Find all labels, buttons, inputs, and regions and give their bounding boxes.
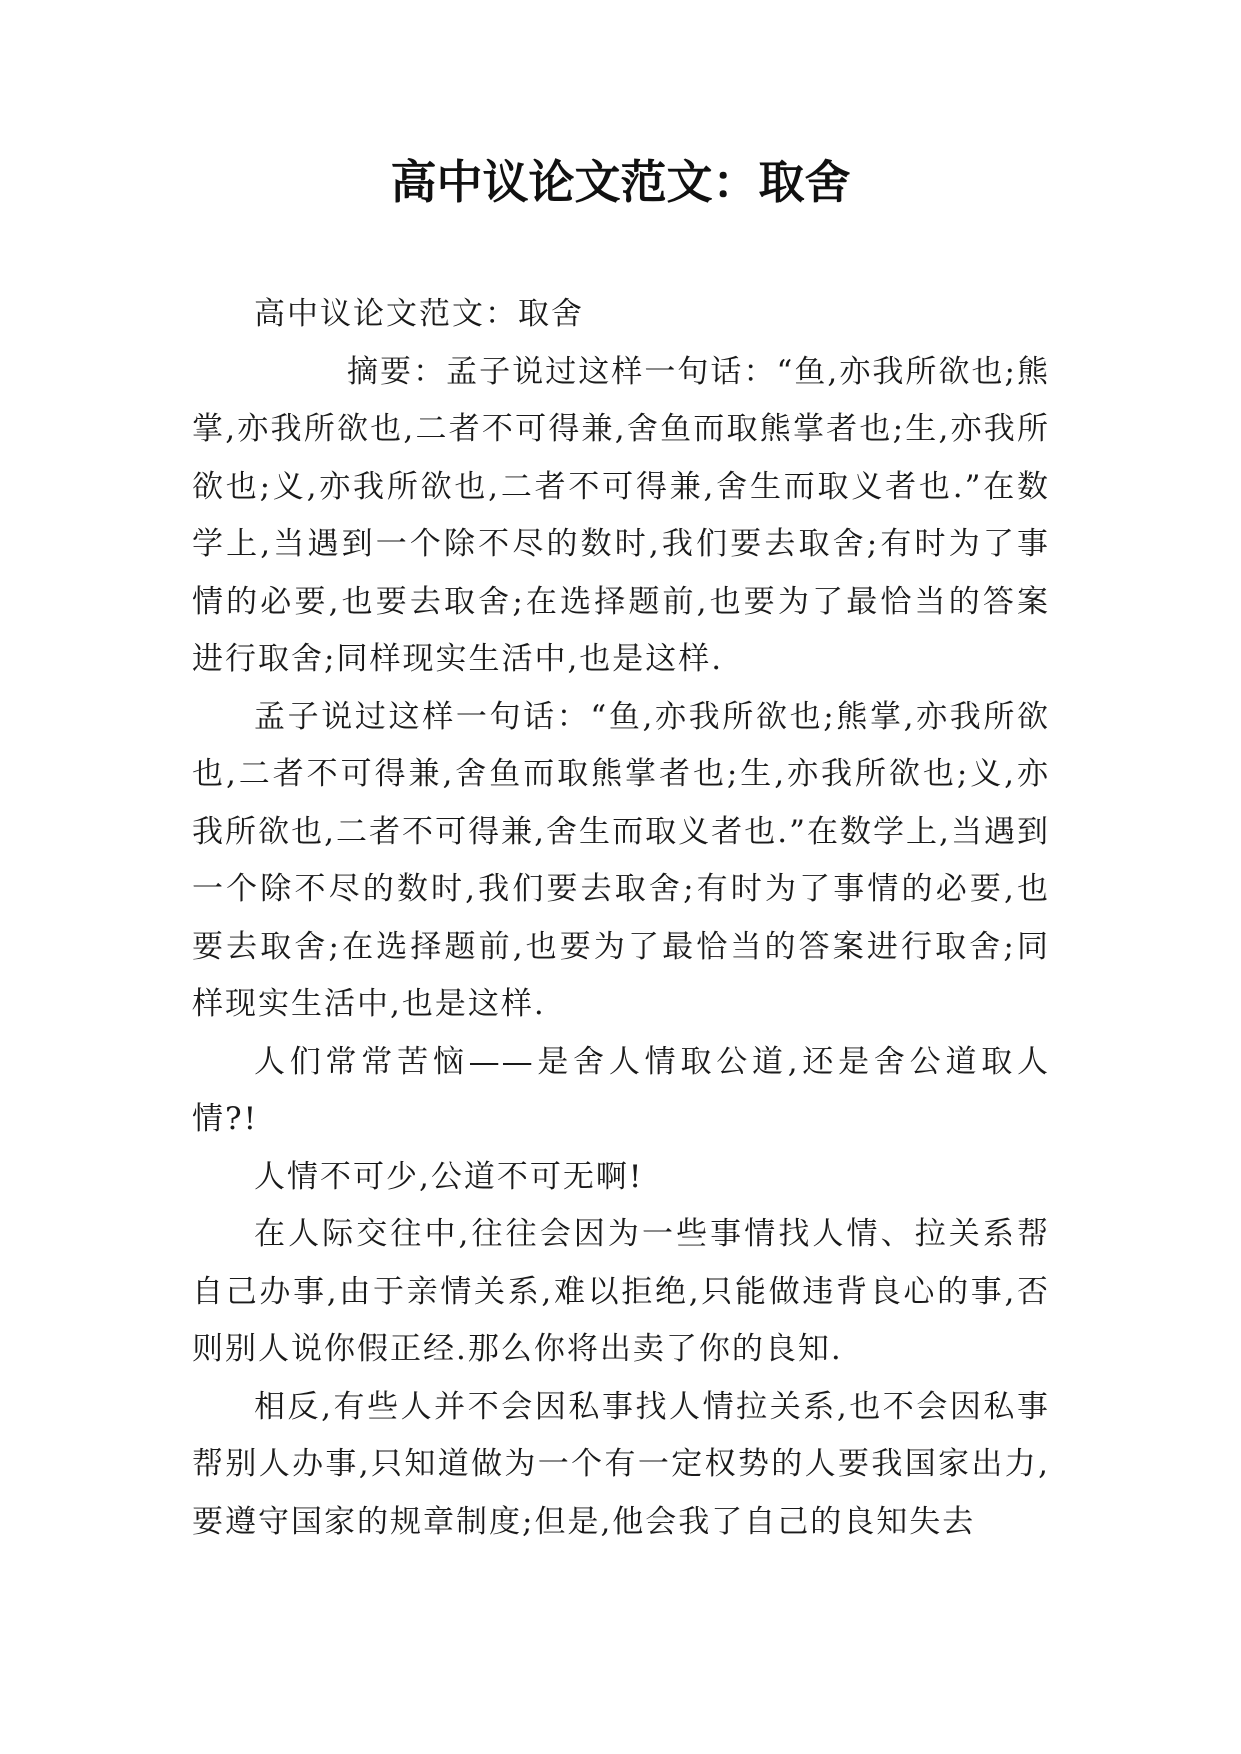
document-body	[192, 286, 1050, 1551]
body-paragraph: 人情不可少,公道不可无啊!	[254, 1158, 644, 1195]
document-title: 高中议论文范文：取舍	[390, 155, 851, 209]
body-paragraph: 在人际交往中,往往会因为一些事情找人情、拉关系帮自己办事,由于亲情关系,难以拒绝,只能做违背良心的事,否则别人说你假正经.那么你将出卖了你的良知.	[192, 1216, 1050, 1367]
body-paragraph: 孟子说过这样一句话：“鱼,亦我所欲也;熊掌,亦我所欲也,二者不可得兼,舍鱼而取熊掌者也;生,亦我所欲也;义,亦我所欲也,二者不可得兼,舍生而取义者也.”在数学上,当遇到一个除不尽的数时,我们要去取舍;有时为了事情的必要,也要去取舍;在选择题前,也要为了最恰当的答案进行取舍;同样现实生活中,也是这样.	[192, 698, 1050, 1022]
body-paragraph: 相反,有些人并不会因私事找人情拉关系,也不会因私事帮别人办事,只知道做为一个有一定权势的人要我国家出力,要遵守国家的规章制度;但是,他会我了自己的良知失去	[192, 1388, 1050, 1540]
abstract-paragraph: 摘要：孟子说过这样一句话：“鱼,亦我所欲也;熊掌,亦我所欲也,二者不可得兼,舍鱼而取熊掌者也;生,亦我所欲也;义,亦我所欲也,二者不可得兼,舍生而取义者也.”在数学上,当遇到一个除不尽的数时,我们要去取舍;有时为了事情的必要,也要去取舍;在选择题前,也要为了最恰当的答案进行取舍;同样现实生活中,也是这样.	[192, 353, 1050, 677]
body-paragraph: 人们常常苦恼——是舍人情取公道,还是舍公道取人情?!	[192, 1043, 1050, 1137]
subtitle-paragraph: 高中议论文范文：取舍	[254, 296, 584, 332]
